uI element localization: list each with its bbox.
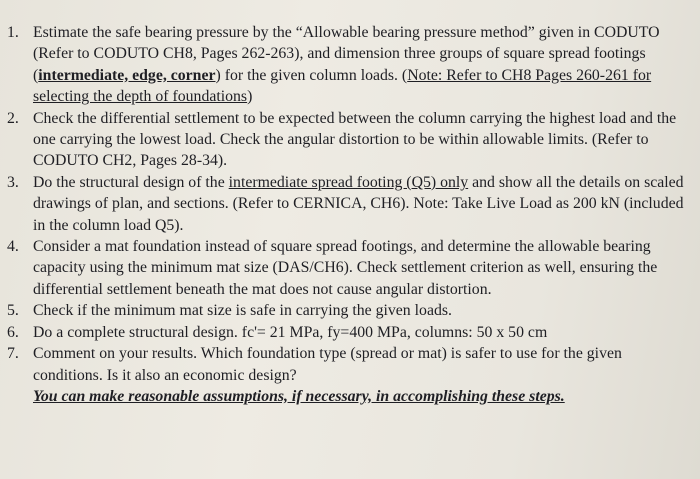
task-item-1 [0, 22, 690, 108]
footing-groups-emphasis: intermediate, edge, corner [38, 66, 216, 84]
assumptions-note: You can make reasonable assumptions, if necessary, in accomplishing these steps. [33, 387, 565, 405]
task-item-7 [0, 343, 690, 386]
task-text: Comment on your results. Which foundation type (spread or mat) is safer to use for the given conditions. Is it also an economic design? [33, 345, 622, 384]
task-item-5 [0, 300, 690, 321]
task-text: Check the differential settlement to be expected between the column carrying the highest load and the one carrying the lowest load. Check the angular distortion to be within allowable limits. (Refer to CODUTO CH2, Pages 28-34). [33, 109, 677, 170]
depth-note: Note: Refer to CH8 Pages 260-261 for selecting the depth of foundations [33, 66, 652, 106]
task-text: Do a complete structural design. fc'= 21 MPa, fy=400 MPa, columns: 50 x 50 cm [33, 323, 548, 341]
task-text [33, 174, 684, 234]
task-text-part: Estimate the safe bearing pressure by the “Allowable bearing pressure method” given in CODUTO (Refer to CODUTO CH8, Pages 262-263), and dimension three groups of square spread footings ( [33, 24, 660, 84]
task-list [0, 22, 690, 386]
task-number: 4. [7, 238, 19, 256]
task-text [33, 24, 660, 105]
task-number: 5. [7, 302, 19, 320]
task-item-4 [0, 236, 690, 300]
task-text: Consider a mat foundation instead of square spread footings, and determine the allowable bearing capacity using the minimum mat size (DAS/CH6). Check settlement criterion as well, ensuring the differential settlement beneath the mat does not cause angular distortion. [33, 238, 658, 298]
task-item-6 [0, 322, 690, 343]
task-item-3 [0, 172, 690, 236]
task-text: Check if the minimum mat size is safe in carrying the given loads. [33, 302, 452, 320]
task-text-part: and show all the details on scaled drawings of plan, and sections. (Refer to CERNICA, CH6). Note: Take Live Load as 200 kN (included in the column load Q5). [33, 173, 684, 234]
intermediate-footing-emphasis: intermediate spread footing (Q5) only [228, 173, 469, 191]
task-number: 6. [7, 323, 19, 341]
task-number: 7. [7, 345, 19, 363]
task-text-part: Do the structural design of the [33, 173, 229, 191]
task-text-part: ) [247, 88, 253, 106]
task-text-part: ) for the given column loads. ( [215, 66, 408, 84]
task-number: 1. [7, 24, 19, 41]
task-item-2 [0, 108, 690, 172]
assignment-page [0, 22, 690, 407]
task-number: 3. [7, 173, 19, 191]
task-number: 2. [7, 109, 19, 127]
